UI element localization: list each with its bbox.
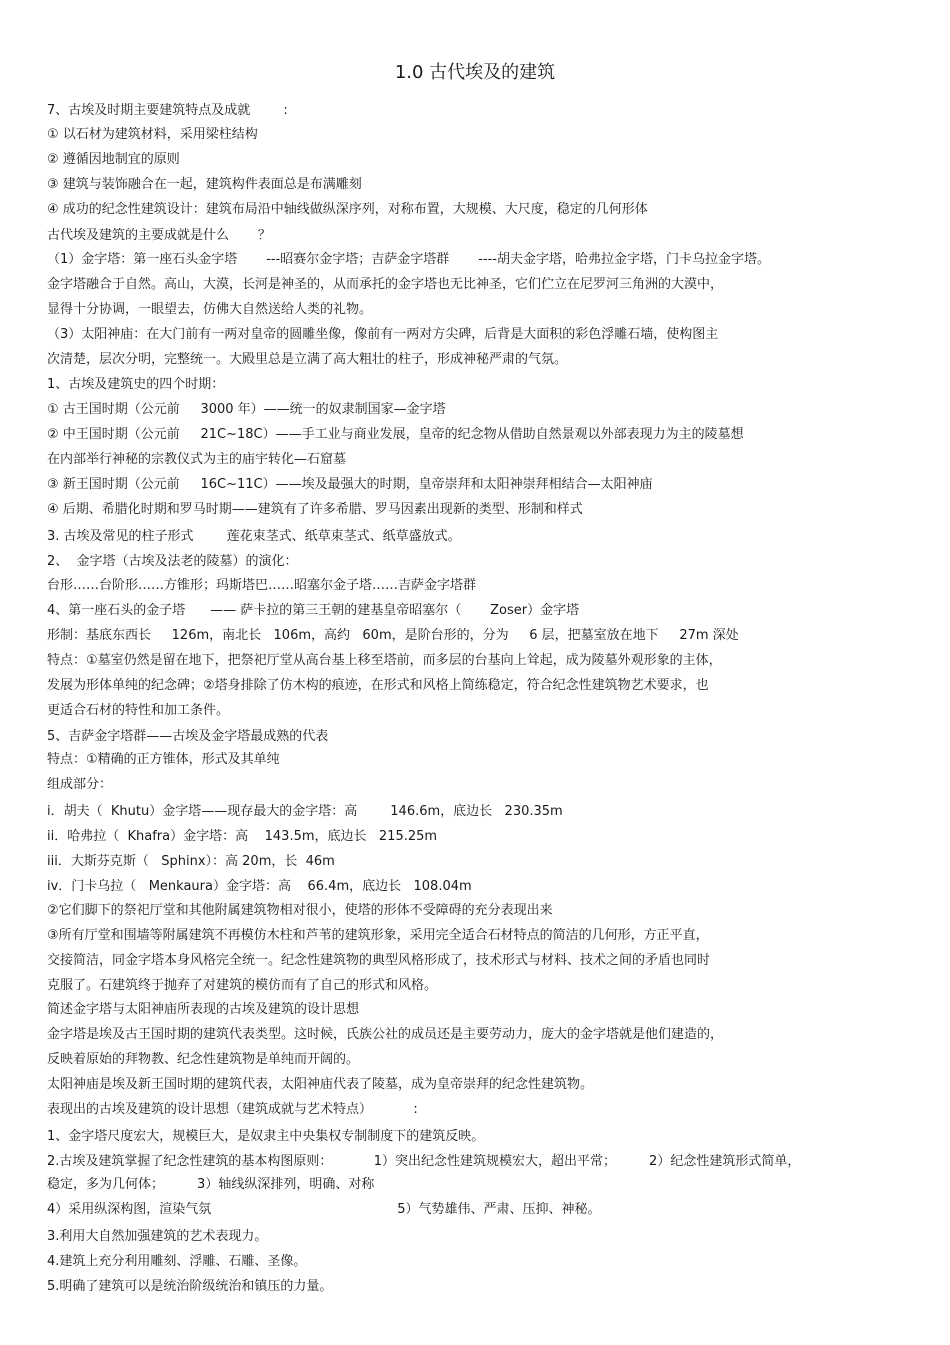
text-line: 稳定，多为几何体； 3）轴线纵深排列，明确、对称 [47, 1177, 375, 1192]
text-line: ii．哈弗拉（ Khafra）金字塔：高 143.5m，底边长 215.25m [47, 829, 438, 844]
text-line: 发展为形体单纯的纪念碑；②塔身排除了仿木构的痕迹，在形式和风格上简练稳定，符合纪念性建筑物艺术要求，也 [47, 678, 709, 693]
text-line: ② 中王国时期（公元前 21C~18C）——手工业与商业发展，皇帝的纪念物从借助自然景观以外部表现力为主的陵墓想 [47, 427, 744, 442]
text-line: 表现出的古埃及建筑的设计思想（建筑成就与艺术特点） : [47, 1102, 418, 1117]
text-line: ④ 后期、希腊化时期和罗马时期——建筑有了许多希腊、罗马因素出现新的类型、形制和样式 [47, 502, 583, 517]
text-line: 组成部分： [47, 777, 113, 792]
text-line: 更适合石材的特性和加工条件。 [47, 703, 230, 718]
text-line: 4）采用纵深构图，渲染气氛 5）气势雄伟、严肃、压抑、神秘。 [47, 1202, 601, 1217]
text-line: 交接简洁，同金字塔本身风格完全统一。纪念性建筑物的典型风格形成了，技术形式与材料、技术之间的矛盾也同时 [47, 953, 711, 968]
text-line: 5.明确了建筑可以是统治阶级统治和镇压的力量。 [47, 1279, 333, 1294]
text-line: i．胡夫（ Khutu）金字塔——现存最大的金字塔：高 146.6m，底边长 230.35m [47, 804, 563, 819]
text-line: 2、 金字塔（古埃及法老的陵墓）的演化： [47, 554, 298, 569]
text-line: 形制：基底东西长 126m，南北长 106m，高约 60m，是阶台形的，分为 6 层，把墓室放在地下 27m 深处 [47, 628, 739, 643]
text-line: ④ 成功的纪念性建筑设计：建筑布局沿中轴线做纵深序列，对称布置，大规模、大尺度，稳定的几何形体 [47, 202, 648, 217]
text-line: 简述金字塔与太阳神庙所表现的古埃及建筑的设计思想 [47, 1002, 360, 1017]
text-line: ① 以石材为建筑材料，采用梁柱结构 [47, 127, 258, 142]
text-line: 克服了。石建筑终于抛弃了对建筑的模仿而有了自己的形式和风格。 [47, 978, 438, 993]
text-line: 台形……台阶形……方锥形；玛斯塔巴……昭塞尔金子塔……吉萨金字塔群 [47, 578, 477, 593]
text-line: 次清楚，层次分明，完整统一。大殿里总是立满了高大粗壮的柱子，形成神秘严肃的气氛。 [47, 352, 568, 367]
text-line: ③ 新王国时期（公元前 16C~11C）——埃及最强大的时期，皇帝崇拜和太阳神崇拜相结合—太阳神庙 [47, 477, 653, 492]
text-line: ②它们脚下的祭祀厅堂和其他附属建筑物相对很小，使塔的形体不受障碍的充分表现出来 [47, 903, 553, 918]
text-line: 1、金字塔尺度宏大，规模巨大，是奴隶主中央集权专制制度下的建筑反映。 [47, 1129, 485, 1144]
text-line: 7、古埃及时期主要建筑特点及成就 : [47, 103, 288, 118]
text-line: 反映着原始的拜物教、纪念性建筑物是单纯而开阔的。 [47, 1052, 360, 1067]
text-line: ① 古王国时期（公元前 3000 年）——统一的奴隶制国家—金字塔 [47, 402, 446, 417]
text-line: （3）太阳神庙：在大门前有一两对皇帝的圆雕坐像，像前有一两对方尖碑，后背是大面积的彩色浮雕石墙，使构图主 [47, 327, 719, 342]
page-title: 1.0 古代埃及的建筑 [394, 62, 556, 83]
text-line: 4、第一座石头的金子塔 —— 萨卡拉的第三王朝的建基皇帝昭塞尔（ Zoser）金字塔 [47, 603, 580, 618]
text-line: 太阳神庙是埃及新王国时期的建筑代表，太阳神庙代表了陵墓，成为皇帝崇拜的纪念性建筑物。 [47, 1077, 594, 1092]
text-line: iii．大斯芬克斯（ Sphinx）：高 20m，长 46m [47, 854, 335, 869]
text-line: 显得十分协调，一眼望去，仿佛大自然送给人类的礼物。 [47, 302, 373, 317]
text-line: （1）金字塔：第一座石头金字塔 ---昭赛尔金字塔；吉萨金字塔群 ----胡夫金字塔，哈弗拉金字塔，门卡乌拉金字塔。 [47, 252, 770, 267]
text-line: ② 遵循因地制宜的原则 [47, 152, 180, 167]
text-line: 金字塔是埃及古王国时期的建筑代表类型。这时候，氏族公社的成员还是主要劳动力，庞大的金字塔就是他们建造的， [47, 1027, 724, 1042]
text-line: 古代埃及建筑的主要成就是什么 ？ [47, 228, 271, 243]
text-line: 在内部举行神秘的宗教仪式为主的庙宇转化—石窟墓 [47, 452, 347, 467]
text-line: 特点：①墓室仍然是留在地下，把祭祀厅堂从高台基上移至塔前，而多层的台基向上耸起，成为陵墓外观形象的主体， [47, 653, 722, 668]
text-line: 3.利用大自然加强建筑的艺术表现力。 [47, 1229, 268, 1244]
text-line: 5、吉萨金字塔群——古埃及金字塔最成熟的代表 [47, 729, 329, 744]
text-line: 2.古埃及建筑掌握了纪念性建筑的基本构图原则： 1）突出纪念性建筑规模宏大，超出平常； 2）纪念性建筑形式简单， [47, 1154, 801, 1169]
text-line: 3. 古埃及常见的柱子形式 莲花束茎式、纸草束茎式、纸草盛放式。 [47, 529, 461, 544]
text-line: 特点：①精确的正方锥体，形式及其单纯 [47, 752, 280, 767]
text-line: 金字塔融合于自然。高山，大漠，长河是神圣的，从而承托的金字塔也无比神圣，它们伫立在尼罗河三角洲的大漠中， [47, 277, 724, 292]
text-line: 4.建筑上充分利用雕刻、浮雕、石雕、圣像。 [47, 1254, 307, 1269]
text-line: ③所有厅堂和围墙等附属建筑不再模仿木柱和芦苇的建筑形象，采用完全适合石材特点的简洁的几何形，方正平直， [47, 928, 709, 943]
text-line: iv．门卡乌拉（ Menkaura）金字塔：高 66.4m，底边长 108.04m [47, 879, 472, 894]
text-line: 1、古埃及建筑史的四个时期： [47, 377, 225, 392]
text-line: ③ 建筑与装饰融合在一起，建筑构件表面总是布满雕刻 [47, 177, 362, 192]
